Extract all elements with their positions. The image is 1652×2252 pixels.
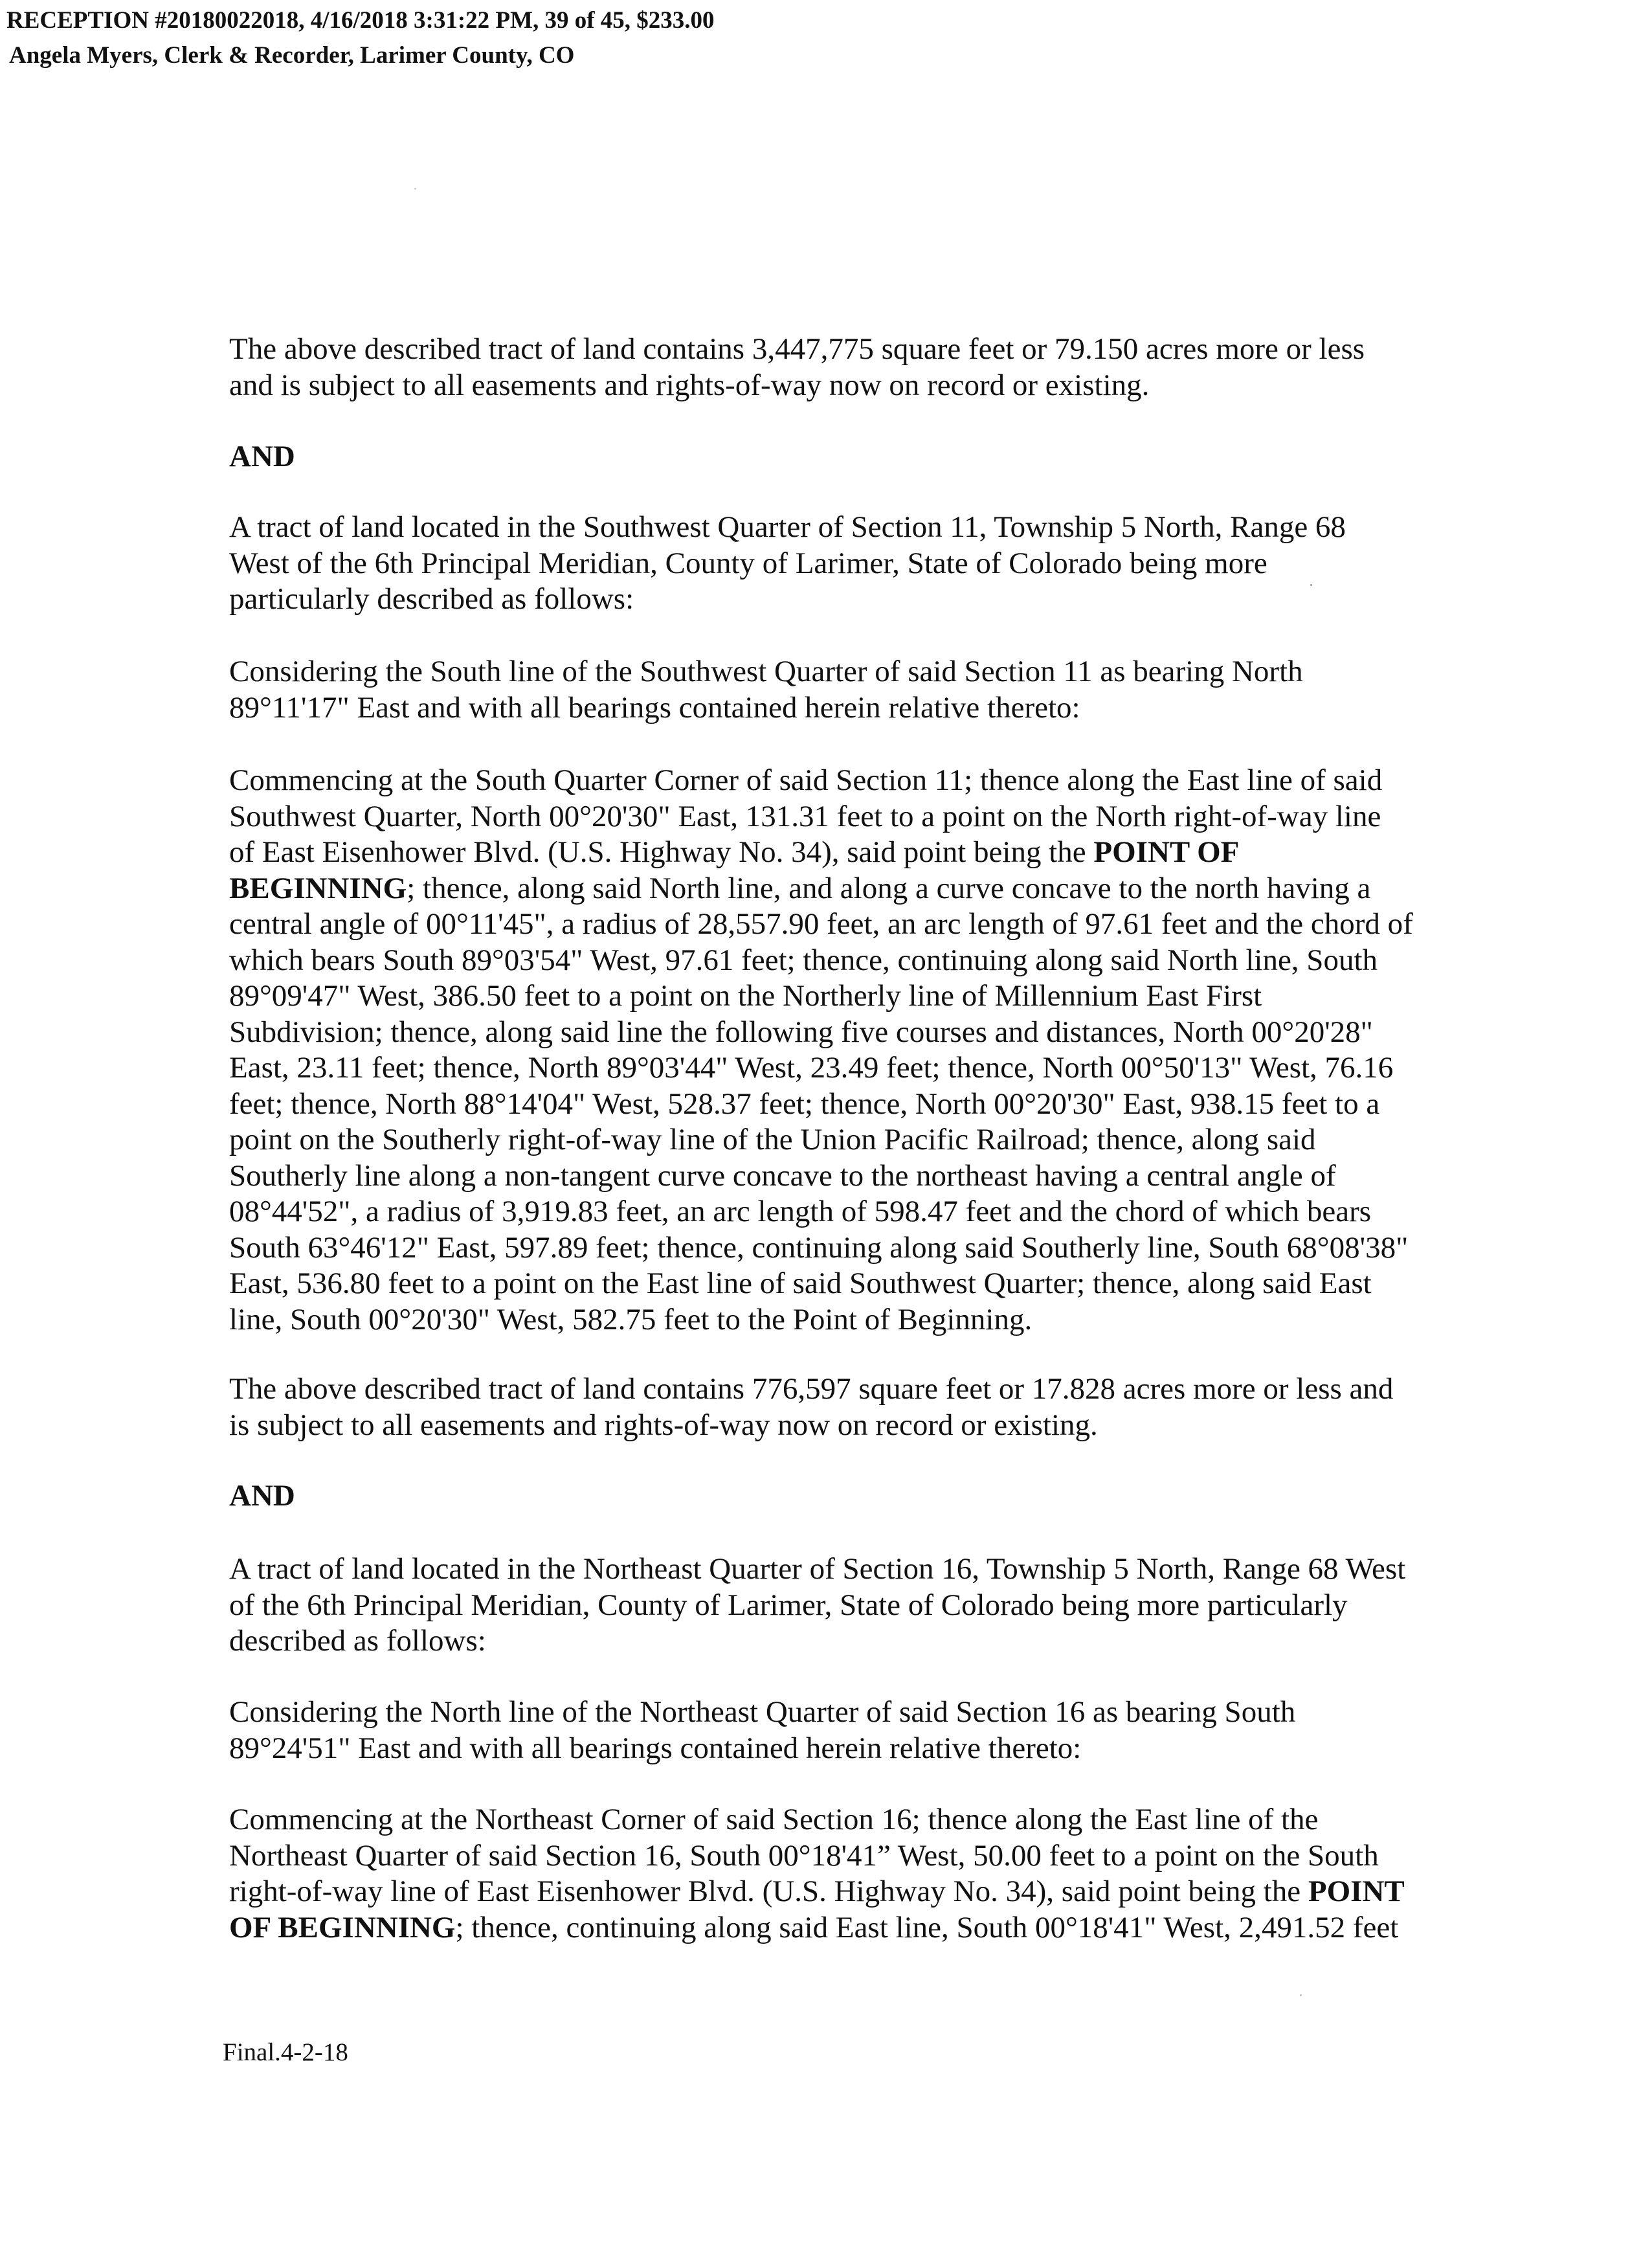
point-of-beginning-bold: OF BEGINNING [229,1910,456,1944]
text-line [229,871,1446,907]
text-line: The above described tract of land contains 3,447,775 square feet or 79.150 acres more or less [229,332,1365,366]
recording-header-clerk: Angela Myers, Clerk & Recorder, Larimer County, CO [9,42,575,69]
paragraph-tract-location-section-11 [229,510,1446,618]
text-line: 08°44'52", a radius of 3,919.83 feet, an arc length of 598.47 feet and the chord of which bears [229,1195,1372,1228]
footer-version-label: Final.4-2-18 [223,2038,348,2066]
text-line: A tract of land located in the Northeast Quarter of Section 16, Township 5 North, Range 68 West [229,1552,1406,1586]
text-line: South 63°46'12" East, 597.89 feet; thence, continuing along said Southerly line, South 68°08'38" [229,1230,1409,1265]
text-line: Subdivision; thence, along said line the following five courses and distances, North 00°20'28" [229,1015,1373,1049]
text-line: is subject to all easements and rights-of-way now on record or existing. [229,1408,1098,1442]
text-run: ; thence, along said North line, and along a curve concave to the north having a [407,871,1371,905]
text-line: 89°09'47" West, 386.50 feet to a point on the Northerly line of Millennium East First [229,979,1262,1013]
text-line: Southwest Quarter, North 00°20'30" East, 131.31 feet to a point on the North right-of-way line [229,799,1381,833]
paragraph-legal-description-section-16 [229,1802,1446,1946]
text-line: and is subject to all easements and rights-of-way now on record or existing. [229,368,1150,402]
paragraph-bearing-basis-section-11 [229,654,1446,726]
scan-speck [414,188,416,190]
paragraph-tract-area-1 [229,332,1446,403]
text-line: Considering the South line of the Southwest Quarter of said Section 11 as bearing North [229,655,1303,688]
scan-speck [1300,1994,1302,1996]
text-line: West of the 6th Principal Meridian, County of Larimer, State of Colorado being more [229,546,1267,580]
paragraph-legal-description-section-11 [229,763,1446,1338]
text-line: Northeast Quarter of said Section 16, South 00°18'41” West, 50.00 feet to a point on the South [229,1838,1379,1873]
text-line: particularly described as follows: [229,582,634,616]
paragraph-tract-area-2 [229,1371,1446,1443]
text-line: The above described tract of land contains 776,597 square feet or 17.828 acres more or less and [229,1372,1394,1406]
text-line: East, 23.11 feet; thence, North 89°03'44" West, 23.49 feet; thence, North 00°50'13" West, 76.16 [229,1051,1394,1085]
and-separator: AND [229,440,295,473]
text-line: 89°24'51" East and with all bearings contained herein relative thereto: [229,1731,1082,1765]
text-line [229,835,1446,871]
point-of-beginning-bold: BEGINNING [229,871,407,905]
text-run: of East Eisenhower Blvd. (U.S. Highway No. 34), said point being the [229,835,1094,869]
text-line [229,1910,1446,1946]
text-line: 89°11'17" East and with all bearings contained herein relative thereto: [229,690,1080,725]
text-line: A tract of land located in the Southwest Quarter of Section 11, Township 5 North, Range 68 [229,510,1346,544]
text-line: described as follows: [229,1624,486,1658]
text-line [229,1874,1446,1910]
scan-speck [1310,584,1312,586]
text-line: Southerly line along a non-tangent curve concave to the northeast having a central angle of [229,1158,1336,1193]
paragraph-bearing-basis-section-16 [229,1695,1446,1766]
text-line: feet; thence, North 88°14'04" West, 528.37 feet; thence, North 00°20'30" East, 938.15 feet to a [229,1087,1380,1121]
paragraph-tract-location-section-16 [229,1551,1446,1660]
text-line: line, South 00°20'30" West, 582.75 feet to the Point of Beginning. [229,1302,1032,1336]
text-line: Commencing at the Northeast Corner of said Section 16; thence along the East line of the [229,1803,1319,1836]
point-of-beginning-bold: POINT [1308,1875,1405,1908]
text-line: which bears South 89°03'54" West, 97.61 feet; thence, continuing along said North line, South [229,943,1378,977]
point-of-beginning-bold: POINT OF [1093,835,1240,869]
text-line: point on the Southerly right-of-way line of the Union Pacific Railroad; thence, along said [229,1123,1316,1156]
text-run: ; thence, continuing along said East line, South 00°18'41" West, 2,491.52 feet [455,1910,1399,1944]
and-separator: AND [229,1479,295,1513]
text-line: Commencing at the South Quarter Corner of said Section 11; thence along the East line of said [229,763,1383,797]
text-line: Considering the North line of the Northeast Quarter of said Section 16 as bearing South [229,1695,1296,1729]
text-line: of the 6th Principal Meridian, County of Larimer, State of Colorado being more particularly [229,1588,1348,1622]
text-line: central angle of 00°11'45", a radius of 28,557.90 feet, an arc length of 97.61 feet and the chord of [229,907,1413,941]
recording-header-reception: RECEPTION #20180022018, 4/16/2018 3:31:22 PM, 39 of 45, $233.00 [6,7,715,34]
text-line: East, 536.80 feet to a point on the East line of said Southwest Quarter; thence, along said East [229,1267,1372,1300]
text-run: right-of-way line of East Eisenhower Blvd. (U.S. Highway No. 34), said point being the [229,1875,1308,1908]
